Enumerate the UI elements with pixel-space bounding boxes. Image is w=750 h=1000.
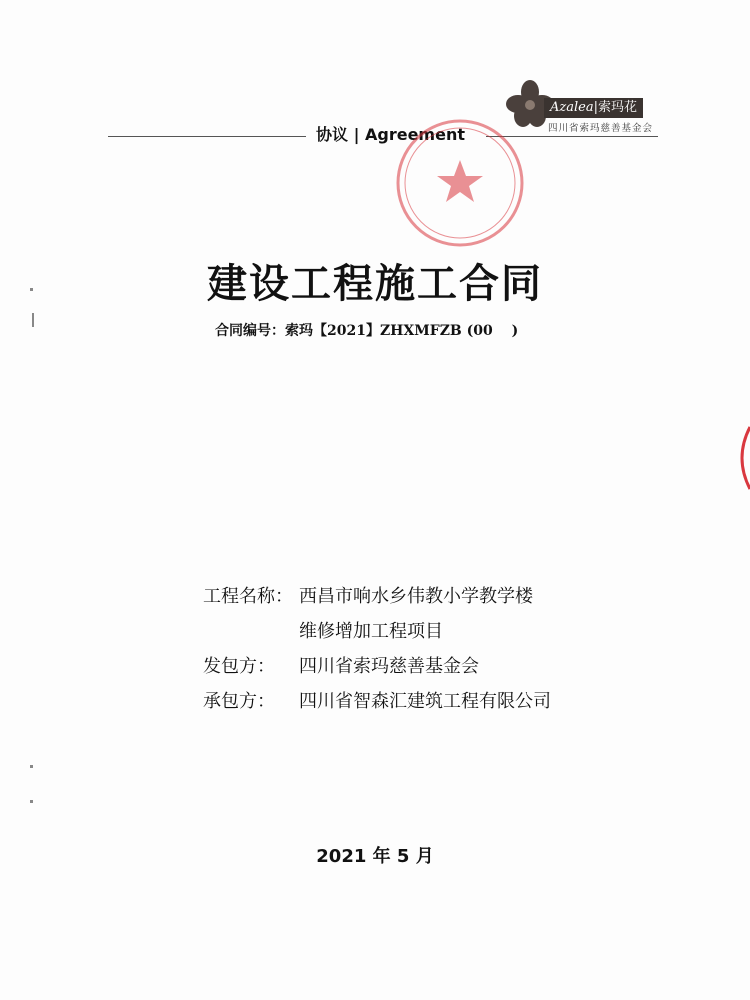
logo-brand [544,98,643,118]
contractor-label: 承包方： [203,691,275,712]
seal-edge-fragment [730,425,750,491]
official-seal-stamp [385,118,535,253]
project-label: 工程名称： [203,586,293,607]
logo-brand-cn: 索玛花 [597,100,637,115]
contractor-name: 四川省智森汇建筑工程有限公司 [299,691,551,712]
project-name-line2: 维修增加工程项目 [299,621,443,642]
project-name-line1: 西昌市响水乡伟教小学教学楼 [299,586,533,607]
scan-mark [30,765,33,768]
document-title: 建设工程施工合同 [207,261,543,307]
logo-brand-en: Azalea [550,100,594,115]
header-title: 协议 | Agreement [316,125,465,144]
logo-separator: | [593,100,598,115]
employer-name: 四川省索玛慈善基金会 [299,656,479,677]
document-date: 2021 年 5 月 [316,846,434,867]
logo-subtitle: 四川省索玛慈善基金会 [548,123,654,134]
scan-mark [30,800,33,803]
header-rule-left [108,136,306,137]
scan-mark [32,313,34,327]
scan-mark [30,288,33,291]
contract-number: 合同编号：索玛【2021】ZHXMFZB (00 ) [215,323,519,339]
employer-label: 发包方： [203,656,275,677]
